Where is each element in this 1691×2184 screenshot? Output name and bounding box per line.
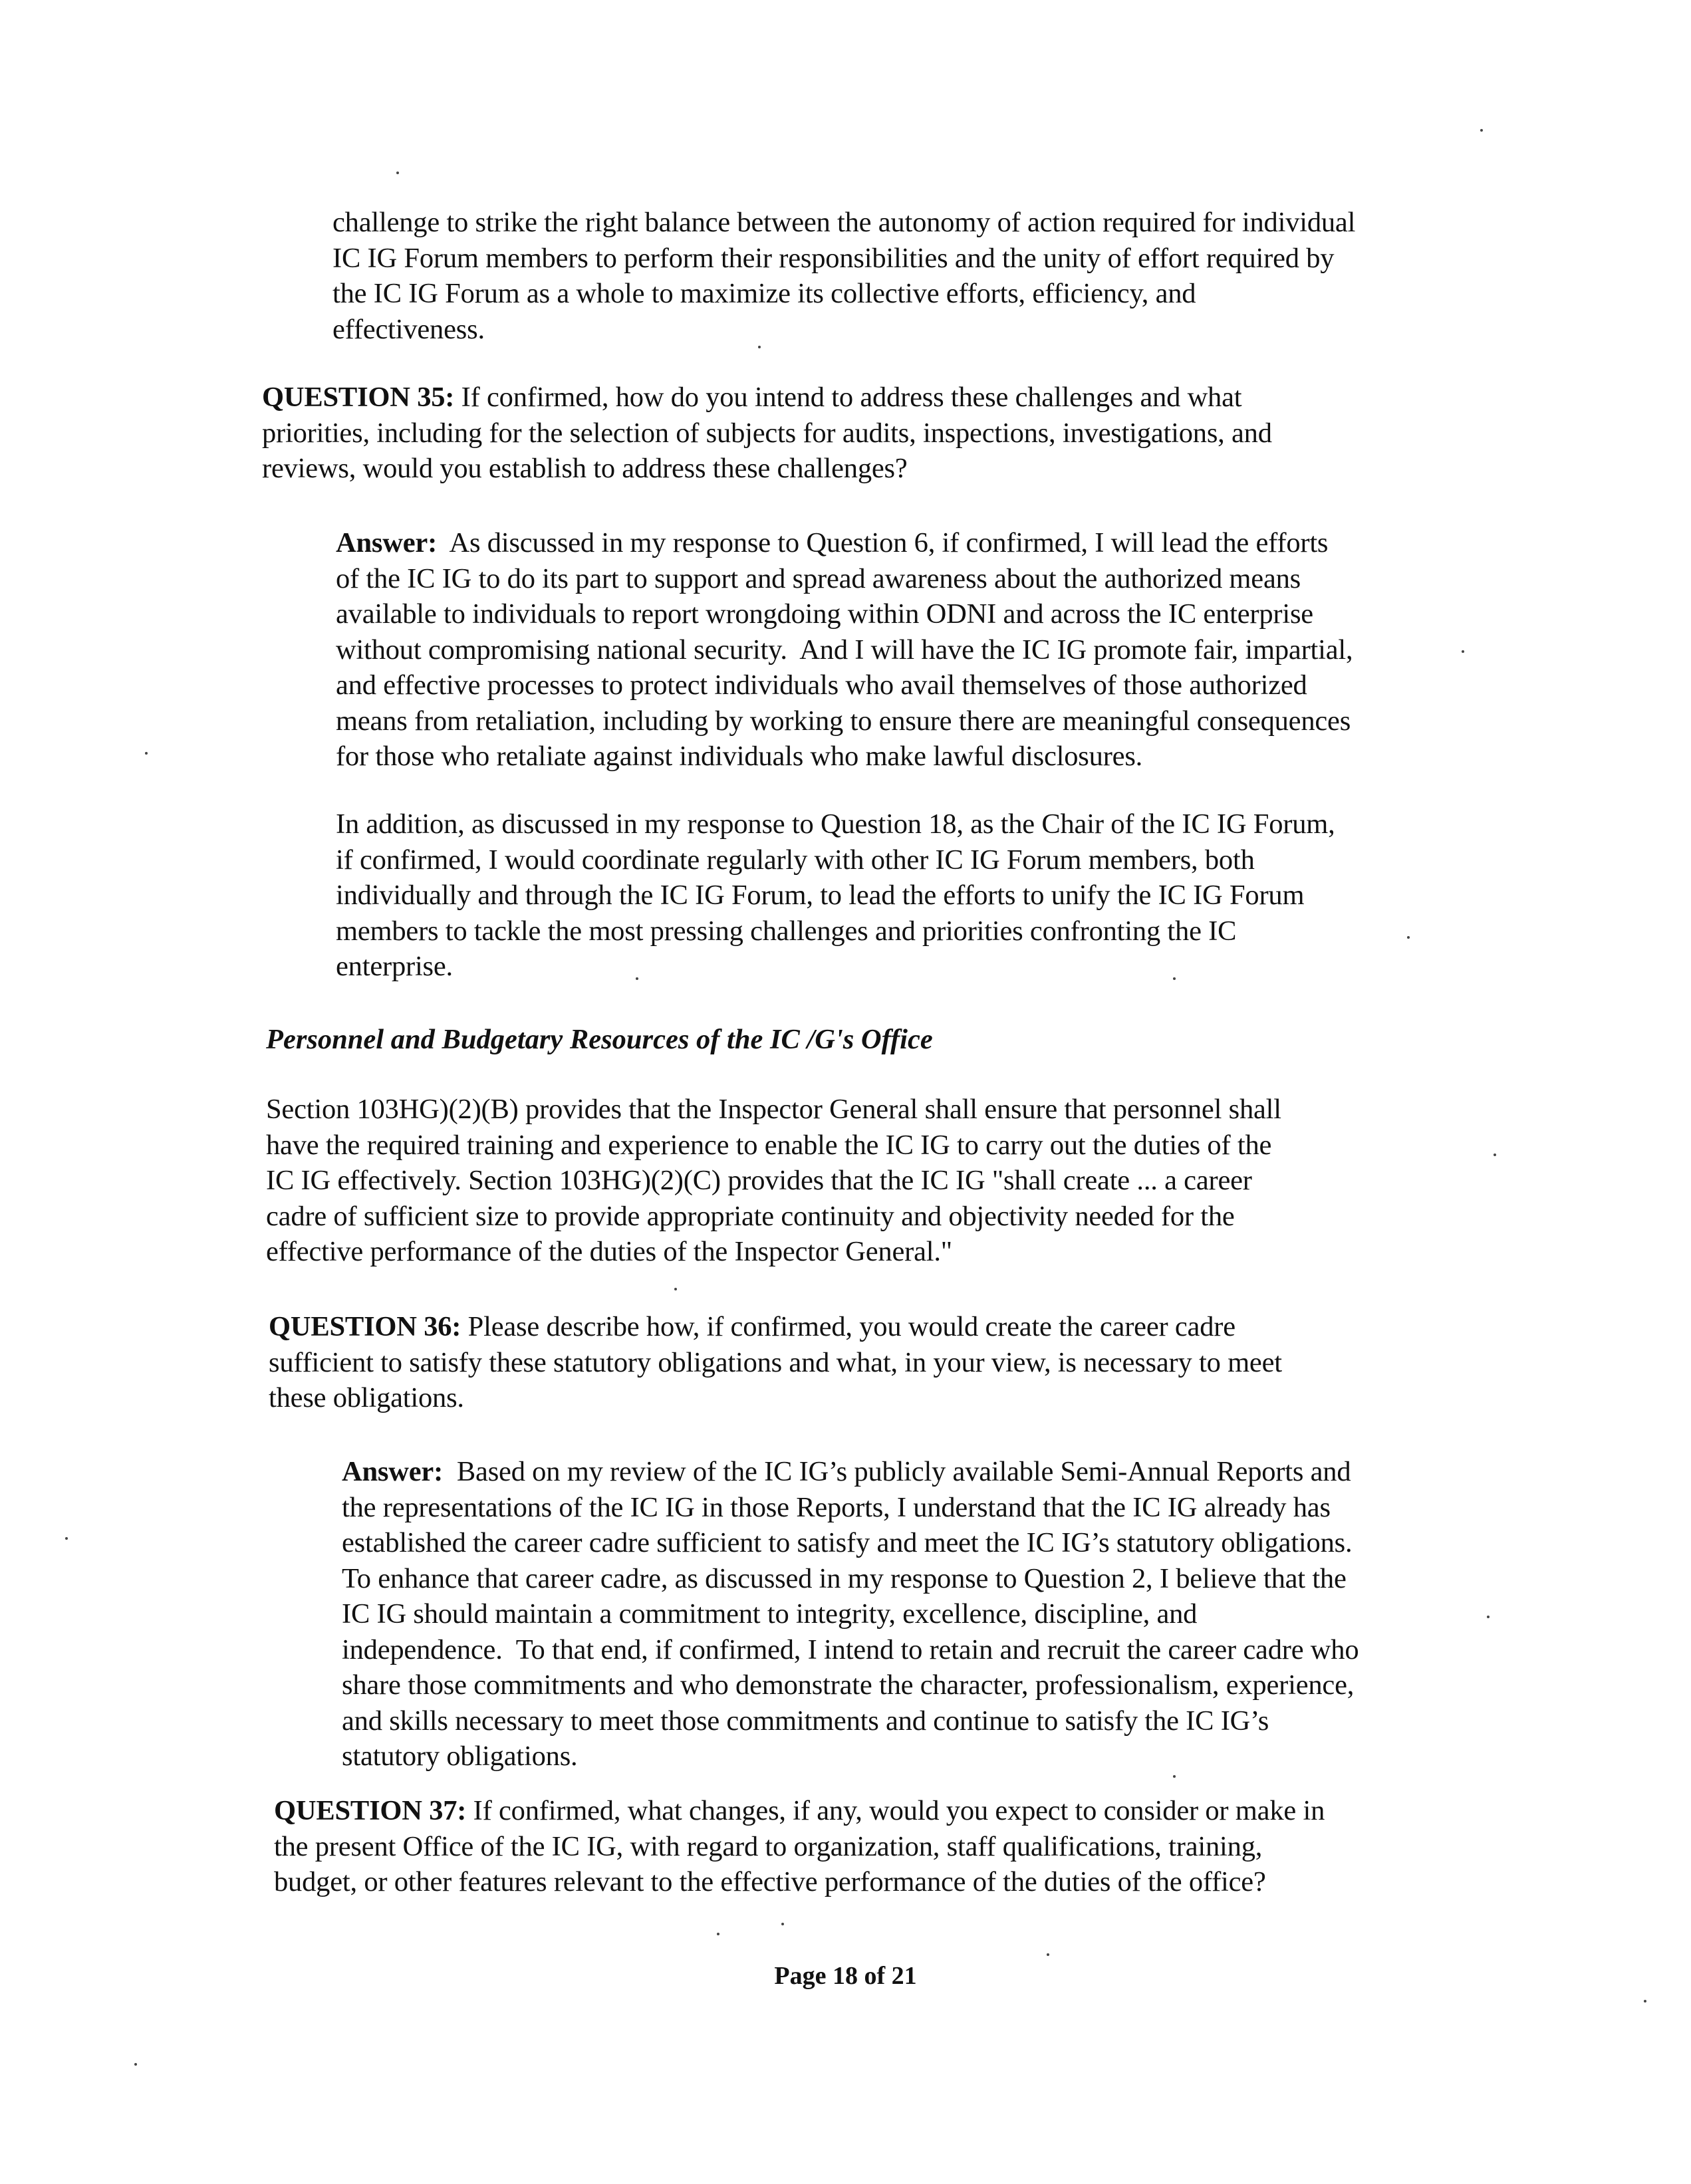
answer-text: As discussed in my response to Question 6, if confirmed, I will lead the efforts [437, 527, 1329, 558]
scan-speck [1047, 1953, 1049, 1956]
text-line: and skills necessary to meet those commitments and continue to satisfy the IC IG’s [342, 1705, 1269, 1737]
question-label: QUESTION 37: [274, 1795, 467, 1826]
text-line: individually and through the IC IG Forum, to lead the efforts to unify the IC IG Forum [336, 880, 1305, 911]
text-line: these obligations. [269, 1382, 464, 1413]
text-line: reviews, would you establish to address these challenges? [262, 453, 908, 484]
question-text: If confirmed, how do you intend to address these challenges and what [454, 382, 1242, 413]
question-37 [274, 1793, 1325, 1900]
text-line: priorities, including for the selection of subjects for audits, inspections, investigations, and [262, 417, 1272, 449]
scan-speck [396, 172, 399, 174]
text-line [269, 1309, 1282, 1345]
text-line: and effective processes to protect individuals who avail themselves of those authorized [336, 669, 1307, 701]
page-number: Page 18 of 21 [774, 1962, 917, 1990]
scan-speck [134, 2063, 137, 2066]
scan-speck [1487, 1616, 1490, 1618]
text-line: challenge to strike the right balance between the autonomy of action required for individual [332, 207, 1356, 238]
text-line: cadre of sufficient size to provide appropriate continuity and objectivity needed for the [266, 1200, 1235, 1232]
text-line: available to individuals to report wrongdoing within ODNI and across the IC enterprise [336, 598, 1313, 630]
scan-speck [1480, 129, 1483, 132]
text-line: the present Office of the IC IG, with regard to organization, staff qualifications, training, [274, 1830, 1263, 1862]
answer-label: Answer: [336, 527, 438, 558]
intro-paragraph [332, 205, 1355, 347]
scan-speck [1644, 2000, 1646, 2002]
text-line: established the career cadre sufficient to satisfy and meet the IC IG’s statutory obligations. [342, 1527, 1353, 1558]
scan-speck [1462, 650, 1464, 653]
scan-speck [758, 346, 761, 348]
text-line: In addition, as discussed in my response to Question 18, as the Chair of the IC IG Forum, [336, 808, 1335, 840]
text-line: enterprise. [336, 951, 453, 982]
text-line: share those commitments and who demonstrate the character, professionalism, experience, [342, 1669, 1355, 1701]
text-line: effective performance of the duties of the Inspector General." [266, 1236, 952, 1267]
text-line [336, 525, 1353, 561]
text-line: the representations of the IC IG in those Reports, I understand that the IC IG already has [342, 1491, 1331, 1523]
answer-35-continued [336, 806, 1335, 985]
question-text: Please describe how, if confirmed, you would create the career cadre [461, 1311, 1236, 1342]
answer-text: Based on my review of the IC IG’s publicly available Semi-Annual Reports and [443, 1456, 1351, 1487]
scan-speck [717, 1933, 719, 1935]
text-line: the IC IG Forum as a whole to maximize its collective efforts, efficiency, and [332, 278, 1196, 309]
text-line: statutory obligations. [342, 1741, 578, 1772]
text-line: effectiveness. [332, 313, 485, 345]
text-line [274, 1793, 1325, 1829]
scan-speck [1173, 977, 1176, 980]
text-line: IC IG should maintain a commitment to integrity, excellence, discipline, and [342, 1598, 1198, 1630]
question-36 [269, 1309, 1282, 1416]
text-line: of the IC IG to do its part to support and spread awareness about the authorized means [336, 562, 1301, 594]
scan-speck [1494, 1153, 1496, 1156]
answer-label: Answer: [342, 1456, 444, 1487]
answer-35 [336, 525, 1353, 775]
text-line [342, 1454, 1359, 1490]
text-line: members to tackle the most pressing challenges and priorities confronting the IC [336, 915, 1237, 947]
scan-speck [65, 1537, 68, 1540]
text-line: IC IG Forum members to perform their responsibilities and the unity of effort required by [332, 242, 1335, 274]
text-line: have the required training and experience to enable the IC IG to carry out the duties of the [266, 1129, 1272, 1161]
text-line: IC IG effectively. Section 103HG)(2)(C) provides that the IC IG "shall create ... a career [266, 1165, 1252, 1196]
question-label: QUESTION 36: [269, 1311, 461, 1342]
scan-speck [1407, 936, 1410, 939]
question-text: If confirmed, what changes, if any, would you expect to consider or make in [466, 1795, 1325, 1826]
text-line: sufficient to satisfy these statutory obligations and what, in your view, is necessary to meet [269, 1346, 1282, 1378]
scan-speck [636, 977, 638, 980]
answer-36 [342, 1454, 1359, 1774]
text-line: for those who retaliate against individuals who make lawful disclosures. [336, 741, 1143, 772]
text-line: means from retaliation, including by working to ensure there are meaningful consequences [336, 705, 1351, 737]
text-line: without compromising national security. And I will have the IC IG promote fair, impartial, [336, 634, 1353, 666]
text-line [262, 380, 1272, 416]
scan-speck [145, 752, 148, 755]
scan-speck [781, 1923, 784, 1925]
text-line: if confirmed, I would coordinate regularly with other IC IG Forum members, both [336, 844, 1255, 876]
question-label: QUESTION 35: [262, 382, 455, 413]
text-line: independence. To that end, if confirmed, I intend to retain and recruit the career cadre who [342, 1634, 1359, 1665]
section-heading: Personnel and Budgetary Resources of the IC /G's Office [266, 1024, 933, 1055]
text-line: budget, or other features relevant to the effective performance of the duties of the office? [274, 1866, 1266, 1897]
text-line: To enhance that career cadre, as discussed in my response to Question 2, I believe that the [342, 1562, 1347, 1594]
scan-speck [1173, 1775, 1176, 1778]
text-line: Section 103HG)(2)(B) provides that the Inspector General shall ensure that personnel shall [266, 1094, 1281, 1125]
question-35 [262, 380, 1272, 487]
section-paragraph [266, 1092, 1281, 1270]
scan-speck [674, 1288, 677, 1290]
